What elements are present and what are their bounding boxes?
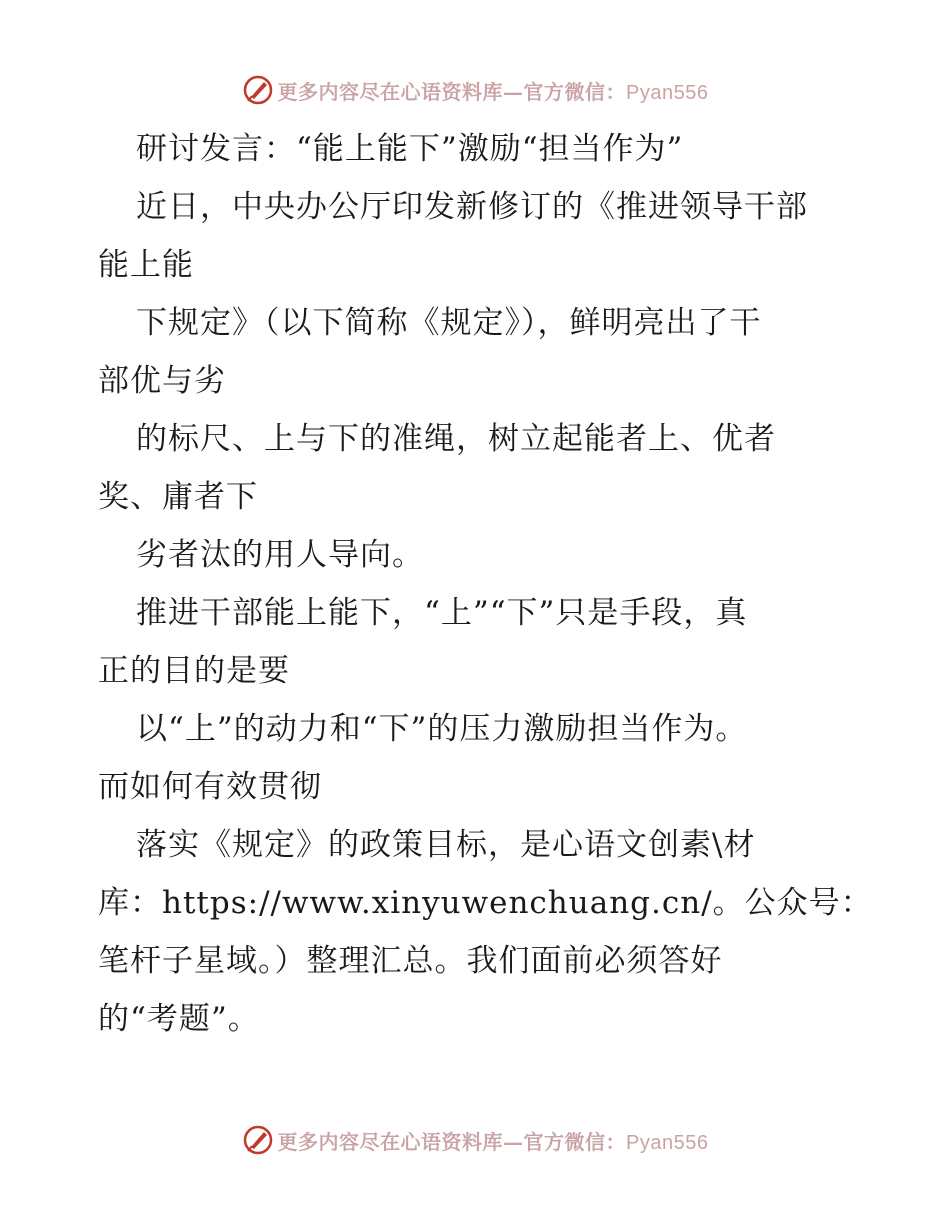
watermark-label: 更多内容尽在心语资料库—官方微信： xyxy=(277,1129,627,1154)
document-title: 研讨发言：“能上能下”激励“担当作为” xyxy=(136,131,684,167)
paragraph-line: 的“考题”。 xyxy=(98,1001,260,1037)
paragraph-line: 库：https://www.xinyuwenchuang.cn/。公众号： xyxy=(98,885,873,921)
watermark-text xyxy=(278,76,709,105)
paragraph-line: 能上能 xyxy=(98,247,194,283)
paragraph-line: 下规定》（以下简称《规定》），鲜明亮出了干 xyxy=(136,305,762,341)
paragraph-line: 笔杆子星域。）整理汇总。我们面前必须答好 xyxy=(98,943,723,979)
paragraph-line: 劣者汰的用人导向。 xyxy=(136,537,424,573)
header-watermark-banner xyxy=(0,70,950,110)
paragraph-line: 近日，中央办公厅印发新修订的《推进领导干部 xyxy=(136,189,808,225)
paragraph-line: 部优与劣 xyxy=(98,363,226,399)
paragraph-line: 以“上”的动力和“下”的压力激励担当作为。 xyxy=(136,711,748,747)
paragraph-line: 正的目的是要 xyxy=(98,653,290,689)
quill-pen-logo-icon xyxy=(242,74,274,106)
watermark-account: Pyan556 xyxy=(626,81,709,104)
watermark-text xyxy=(278,1126,709,1155)
paragraph-line: 奖、庸者下 xyxy=(98,479,258,515)
footer-watermark-banner xyxy=(0,1120,950,1160)
watermark-account: Pyan556 xyxy=(626,1131,709,1154)
paragraph-line: 落实《规定》的政策目标，是心语文创素\材 xyxy=(136,827,756,863)
quill-pen-logo-icon xyxy=(242,1124,274,1156)
watermark-label: 更多内容尽在心语资料库—官方微信： xyxy=(277,79,627,104)
paragraph-line: 的标尺、上与下的准绳，树立起能者上、优者 xyxy=(136,421,776,457)
paragraph-line: 推进干部能上能下，“上”“下”只是手段，真 xyxy=(136,595,748,631)
document-body xyxy=(98,120,873,1048)
paragraph-line: 而如何有效贯彻 xyxy=(98,769,322,805)
